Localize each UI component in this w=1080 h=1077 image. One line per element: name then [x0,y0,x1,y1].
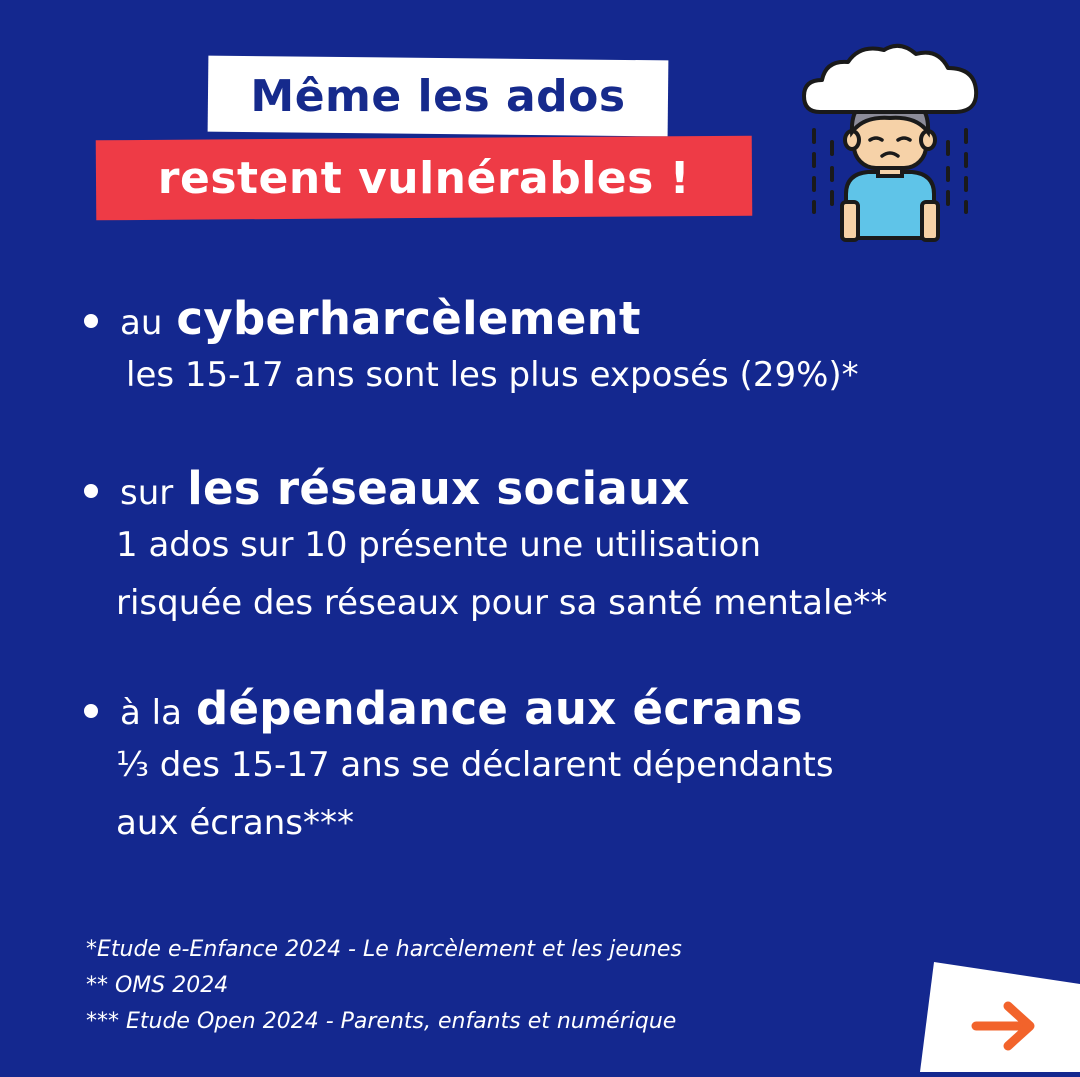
item-heading [84,292,859,345]
bullet-icon [84,484,98,498]
title-line-2: restent vulnérables ! [157,152,691,204]
footnotes [86,932,682,1040]
item-heading [84,682,834,735]
item-reseaux-sociaux [84,462,887,631]
bullet-icon [84,314,98,328]
item-keyword: cyberharcèlement [176,292,641,345]
item-detail: ⅓ des 15-17 ans se déclarent dépendants [116,745,834,785]
item-detail: 1 ados sur 10 présente une utilisation [116,525,761,565]
next-button[interactable] [920,962,1080,1072]
item-prefix: à la [120,693,182,733]
item-prefix: au [120,303,163,343]
title-line-1: Même les ados [250,70,626,122]
item-detail: risquée des réseaux pour sa santé mentale** [116,583,888,623]
footnote: *Etude e-Enfance 2024 - Le harcèlement et les jeunes [86,937,682,962]
footnote: *** Etude Open 2024 - Parents, enfants et numérique [86,1009,677,1034]
item-keyword: dépendance aux écrans [195,682,803,735]
bullet-icon [84,704,98,718]
footnote: ** OMS 2024 [86,973,229,998]
item-detail: aux écrans*** [116,803,354,843]
item-detail: les 15-17 ans sont les plus exposés (29%)* [126,355,859,395]
item-cyberharcelement [84,292,859,403]
item-heading [84,462,887,515]
arrow-right-icon [920,962,1080,1072]
item-dependance-ecrans [84,682,834,851]
item-prefix: sur [120,473,174,513]
item-keyword: les réseaux sociaux [187,462,690,515]
sad-teen-rain-cloud-icon [798,42,982,246]
